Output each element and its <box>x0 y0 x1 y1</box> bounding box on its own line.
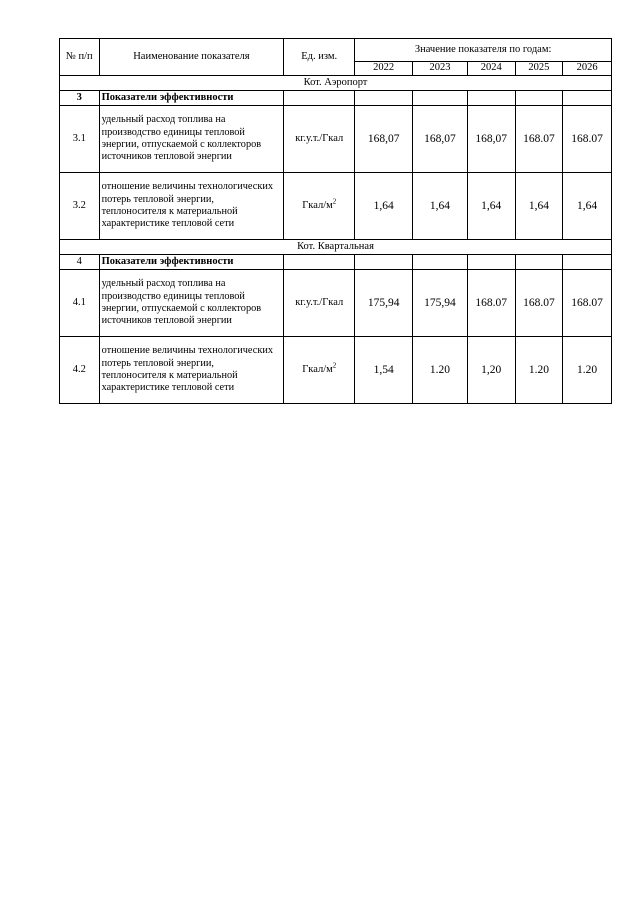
row-unit <box>284 337 355 404</box>
row-num: 3.2 <box>60 173 100 240</box>
row-num: 3.1 <box>60 106 100 173</box>
row-unit <box>284 173 355 240</box>
group-name: Показатели эффективности <box>99 91 284 106</box>
row-value: 1,64 <box>467 173 515 240</box>
row-value: 1,64 <box>413 173 468 240</box>
row-value: 168.07 <box>515 106 563 173</box>
empty-cell <box>515 255 563 270</box>
row-value: 1,54 <box>355 337 413 404</box>
empty-cell <box>467 255 515 270</box>
row-value: 175,94 <box>355 270 413 337</box>
group-num: 4 <box>60 255 100 270</box>
table-row <box>60 270 612 337</box>
header-unit: Ед. изм. <box>284 39 355 76</box>
indicators-table <box>59 38 612 404</box>
section-row <box>60 76 612 91</box>
empty-cell <box>355 91 413 106</box>
row-num: 4.2 <box>60 337 100 404</box>
row-value: 168.07 <box>563 270 612 337</box>
empty-cell <box>467 91 515 106</box>
empty-cell <box>284 255 355 270</box>
empty-cell <box>563 91 612 106</box>
table-row <box>60 106 612 173</box>
row-value: 1,20 <box>467 337 515 404</box>
unit-superscript: 2 <box>332 361 337 370</box>
group-row <box>60 255 612 270</box>
year-cell: 2026 <box>563 62 612 76</box>
row-value: 1,64 <box>515 173 563 240</box>
empty-cell <box>515 91 563 106</box>
group-name: Показатели эффективности <box>99 255 284 270</box>
year-cell: 2023 <box>413 62 468 76</box>
section-title: Кот. Квартальная <box>60 240 612 255</box>
empty-cell <box>355 255 413 270</box>
row-value: 168,07 <box>467 106 515 173</box>
row-num: 4.1 <box>60 270 100 337</box>
header-num: № п/п <box>60 39 100 76</box>
row-value: 168,07 <box>413 106 468 173</box>
row-value: 168.07 <box>515 270 563 337</box>
year-cell: 2022 <box>355 62 413 76</box>
group-row <box>60 91 612 106</box>
row-value: 1,64 <box>563 173 612 240</box>
table-row <box>60 173 612 240</box>
row-value: 1,64 <box>355 173 413 240</box>
row-value: 168.07 <box>563 106 612 173</box>
row-name: удельный расход топлива на производство единицы тепловой энергии, отпускаемой с коллекторов источников тепловой энергии <box>99 270 284 337</box>
header-row <box>60 39 612 62</box>
year-cell: 2024 <box>467 62 515 76</box>
table-row <box>60 337 612 404</box>
row-value: 1.20 <box>515 337 563 404</box>
row-unit: кг.у.т./Гкал <box>284 106 355 173</box>
unit-text: Гкал/м <box>302 363 333 375</box>
row-value: 168.07 <box>467 270 515 337</box>
row-unit: кг.у.т./Гкал <box>284 270 355 337</box>
row-name: удельный расход топлива на производство единицы тепловой энергии, отпускаемой с коллекторов источников тепловой энергии <box>99 106 284 173</box>
section-title: Кот. Аэропорт <box>60 76 612 91</box>
header-values: Значение показателя по годам: <box>355 39 612 62</box>
empty-cell <box>413 91 468 106</box>
row-value: 168,07 <box>355 106 413 173</box>
unit-text: Гкал/м <box>302 199 333 211</box>
row-name: отношение величины технологических потерь тепловой энергии, теплоносителя к материальной характеристике тепловой сети <box>99 173 284 240</box>
group-num: 3 <box>60 91 100 106</box>
row-value: 1.20 <box>563 337 612 404</box>
row-value: 175,94 <box>413 270 468 337</box>
section-row <box>60 240 612 255</box>
header-name: Наименование показателя <box>99 39 284 76</box>
empty-cell <box>284 91 355 106</box>
row-name: отношение величины технологических потерь тепловой энергии, теплоносителя к материальной характеристике тепловой сети <box>99 337 284 404</box>
empty-cell <box>563 255 612 270</box>
row-value: 1.20 <box>413 337 468 404</box>
year-cell: 2025 <box>515 62 563 76</box>
empty-cell <box>413 255 468 270</box>
unit-superscript: 2 <box>332 197 337 206</box>
